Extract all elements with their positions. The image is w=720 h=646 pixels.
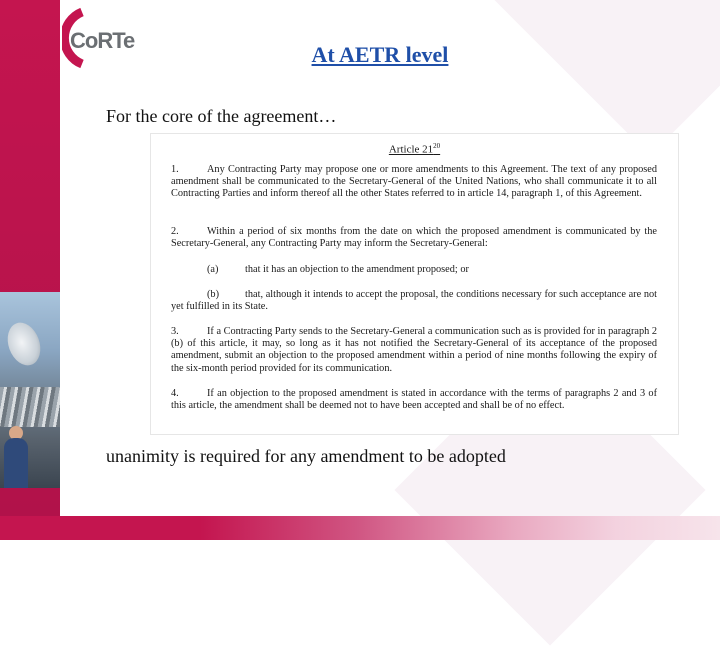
paragraph-number: 3. <box>171 326 179 337</box>
article-paragraph <box>171 226 657 250</box>
paragraph-text: Within a period of six months from the date on which the proposed amendment is communicated by the Secretary-General, any Contracting Party may inform the Secretary-General: <box>171 226 657 250</box>
paragraph-number: 4. <box>171 388 179 399</box>
paragraph-text: If a Contracting Party sends to the Secretary-General a communication such as is provided for in paragraph 2 (b) of this article, it may, so long as it has not notified the Secretary-General of its acceptance of the proposed amendment, submit an objection to the proposed amendment within a period of nine months following the expiry of the six-month period provided for its communication. <box>171 326 657 374</box>
paragraph-number: 2. <box>171 226 179 237</box>
article-subparagraph <box>171 264 657 276</box>
subparagraph-text: that, although it intends to accept the proposal, the conditions necessary for such acceptance are not yet fulfilled in its State. <box>171 289 657 313</box>
article-paragraph <box>171 326 657 375</box>
driver-image <box>4 438 28 488</box>
bottom-bar-gradient <box>200 516 720 540</box>
highway-traffic-image <box>0 387 60 427</box>
satellite-dish-image <box>2 318 46 370</box>
intro-text: For the core of the agreement… <box>106 106 337 126</box>
left-photo-strip <box>0 292 60 488</box>
article-title: Article $21^{20}$ <box>388 142 441 156</box>
agreement-article-excerpt <box>150 133 679 435</box>
conclusion-text: unanimity is required for any amendment to be adopted <box>106 446 506 466</box>
subparagraph-text: that it has an objection to the amendment proposed; or <box>245 264 469 275</box>
paragraph-text: If an objection to the proposed amendment is stated in accordance with the terms of paragraphs 2 and 3 of this article, the amendment shall be deemed not to have been accepted and shall be of no effect. <box>171 388 657 412</box>
subparagraph-letter: (a) <box>207 264 219 275</box>
logo-wordmark: CoRTe <box>70 28 135 53</box>
bottom-accent-bar <box>0 516 720 540</box>
article-footnote-ref: 20 <box>433 142 441 150</box>
paragraph-number: 1. <box>171 164 179 175</box>
slide-title: At AETR level <box>311 42 449 67</box>
article-subparagraph <box>171 289 657 313</box>
article-paragraph <box>171 164 657 201</box>
paragraph-text: Any Contracting Party may propose one or more amendments to this Agreement. The text of any proposed amendment shall be communicated to the Secretary-General of the United Nations, who shall communicate it to all Contracting Parties and inform thereof all the other States referred to in article 14, paragraph 1, of this Agreement. <box>171 164 657 200</box>
subparagraph-letter: (b) <box>207 289 220 300</box>
article-paragraph <box>171 388 657 412</box>
